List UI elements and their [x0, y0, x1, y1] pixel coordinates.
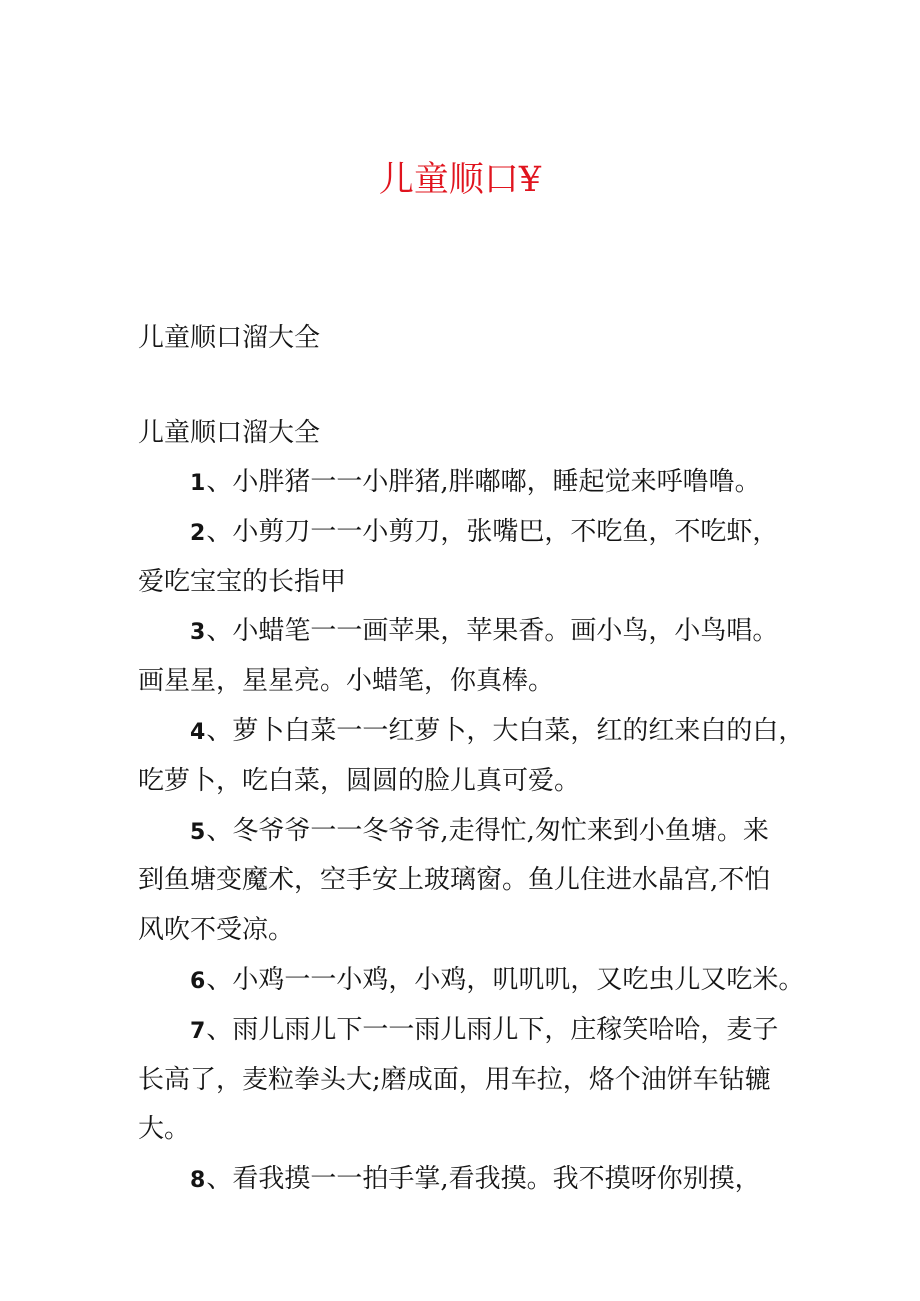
- item-number: 7: [190, 1018, 206, 1044]
- item-line: [138, 807, 838, 857]
- list-item: [138, 956, 838, 1006]
- list-item: [138, 607, 838, 707]
- item-text: 、小蜡笔一一画苹果，苹果香。画小鸟，小鸟唱。: [206, 616, 779, 647]
- item-text: 、小胖猪一一小胖猪,胖嘟嘟，睡起觉来呼噜噜。: [206, 467, 761, 497]
- section-heading: 儿童顺口溜大全: [138, 418, 321, 448]
- item-text: 、小鸡一一小鸡，小鸡，叽叽叽，又吃虫儿又吃米。: [206, 964, 805, 995]
- item-line: 爱吃宝宝的长指甲: [138, 566, 347, 597]
- item-line: [138, 508, 838, 558]
- document-subtitle: 儿童顺口溜大全: [138, 323, 321, 353]
- item-number: 3: [190, 620, 206, 646]
- item-line: 风吹不受凉。: [138, 915, 295, 946]
- item-line: [138, 707, 838, 757]
- list-item: [138, 458, 838, 508]
- item-line: 吃萝卜，吃白菜，圆圆的脸儿真可爱。: [138, 765, 581, 796]
- item-number: 8: [190, 1168, 206, 1194]
- item-line: 长高了，麦粒拳头大;磨成面，用车拉，烙个油饼车钻辘: [138, 1064, 771, 1095]
- item-number: 4: [190, 719, 206, 745]
- item-number: 2: [190, 520, 206, 546]
- item-text: 、萝卜白菜一一红萝卜，大白菜，红的红来白的白，: [206, 715, 805, 746]
- item-line: [138, 956, 838, 1006]
- document-title: 儿童顺口¥: [378, 160, 542, 200]
- list-item: [138, 807, 838, 956]
- item-text: 、雨儿雨儿下一一雨儿雨儿下，庄稼笑哈哈，麦子: [206, 1014, 779, 1045]
- item-line: [138, 607, 838, 657]
- item-line: 画星星，星星亮。小蜡笔，你真棒。: [138, 666, 555, 697]
- item-line: 大。: [138, 1114, 191, 1145]
- item-line: [138, 458, 838, 508]
- item-number: 5: [190, 819, 206, 845]
- item-text: 、小剪刀一一小剪刀，张嘴巴，不吃鱼，不吃虾，: [206, 516, 779, 547]
- item-text: 、看我摸一一拍手掌,看我摸。我不摸呀你别摸，: [206, 1164, 761, 1195]
- item-number: 1: [190, 471, 206, 496]
- list-item: [138, 508, 838, 608]
- item-line: [138, 1006, 838, 1056]
- rhyme-list: [138, 458, 838, 1205]
- item-line: 到鱼塘变魔术，空手安上玻璃窗。鱼儿住进水晶宫,不怕: [138, 865, 771, 896]
- list-item: [138, 1006, 838, 1155]
- item-text: 、冬爷爷一一冬爷爷,走得忙,匆忙来到小鱼塘。来: [206, 815, 769, 846]
- item-line: [138, 1155, 838, 1205]
- list-item: [138, 1155, 838, 1205]
- list-item: [138, 707, 838, 807]
- item-number: 6: [190, 968, 206, 994]
